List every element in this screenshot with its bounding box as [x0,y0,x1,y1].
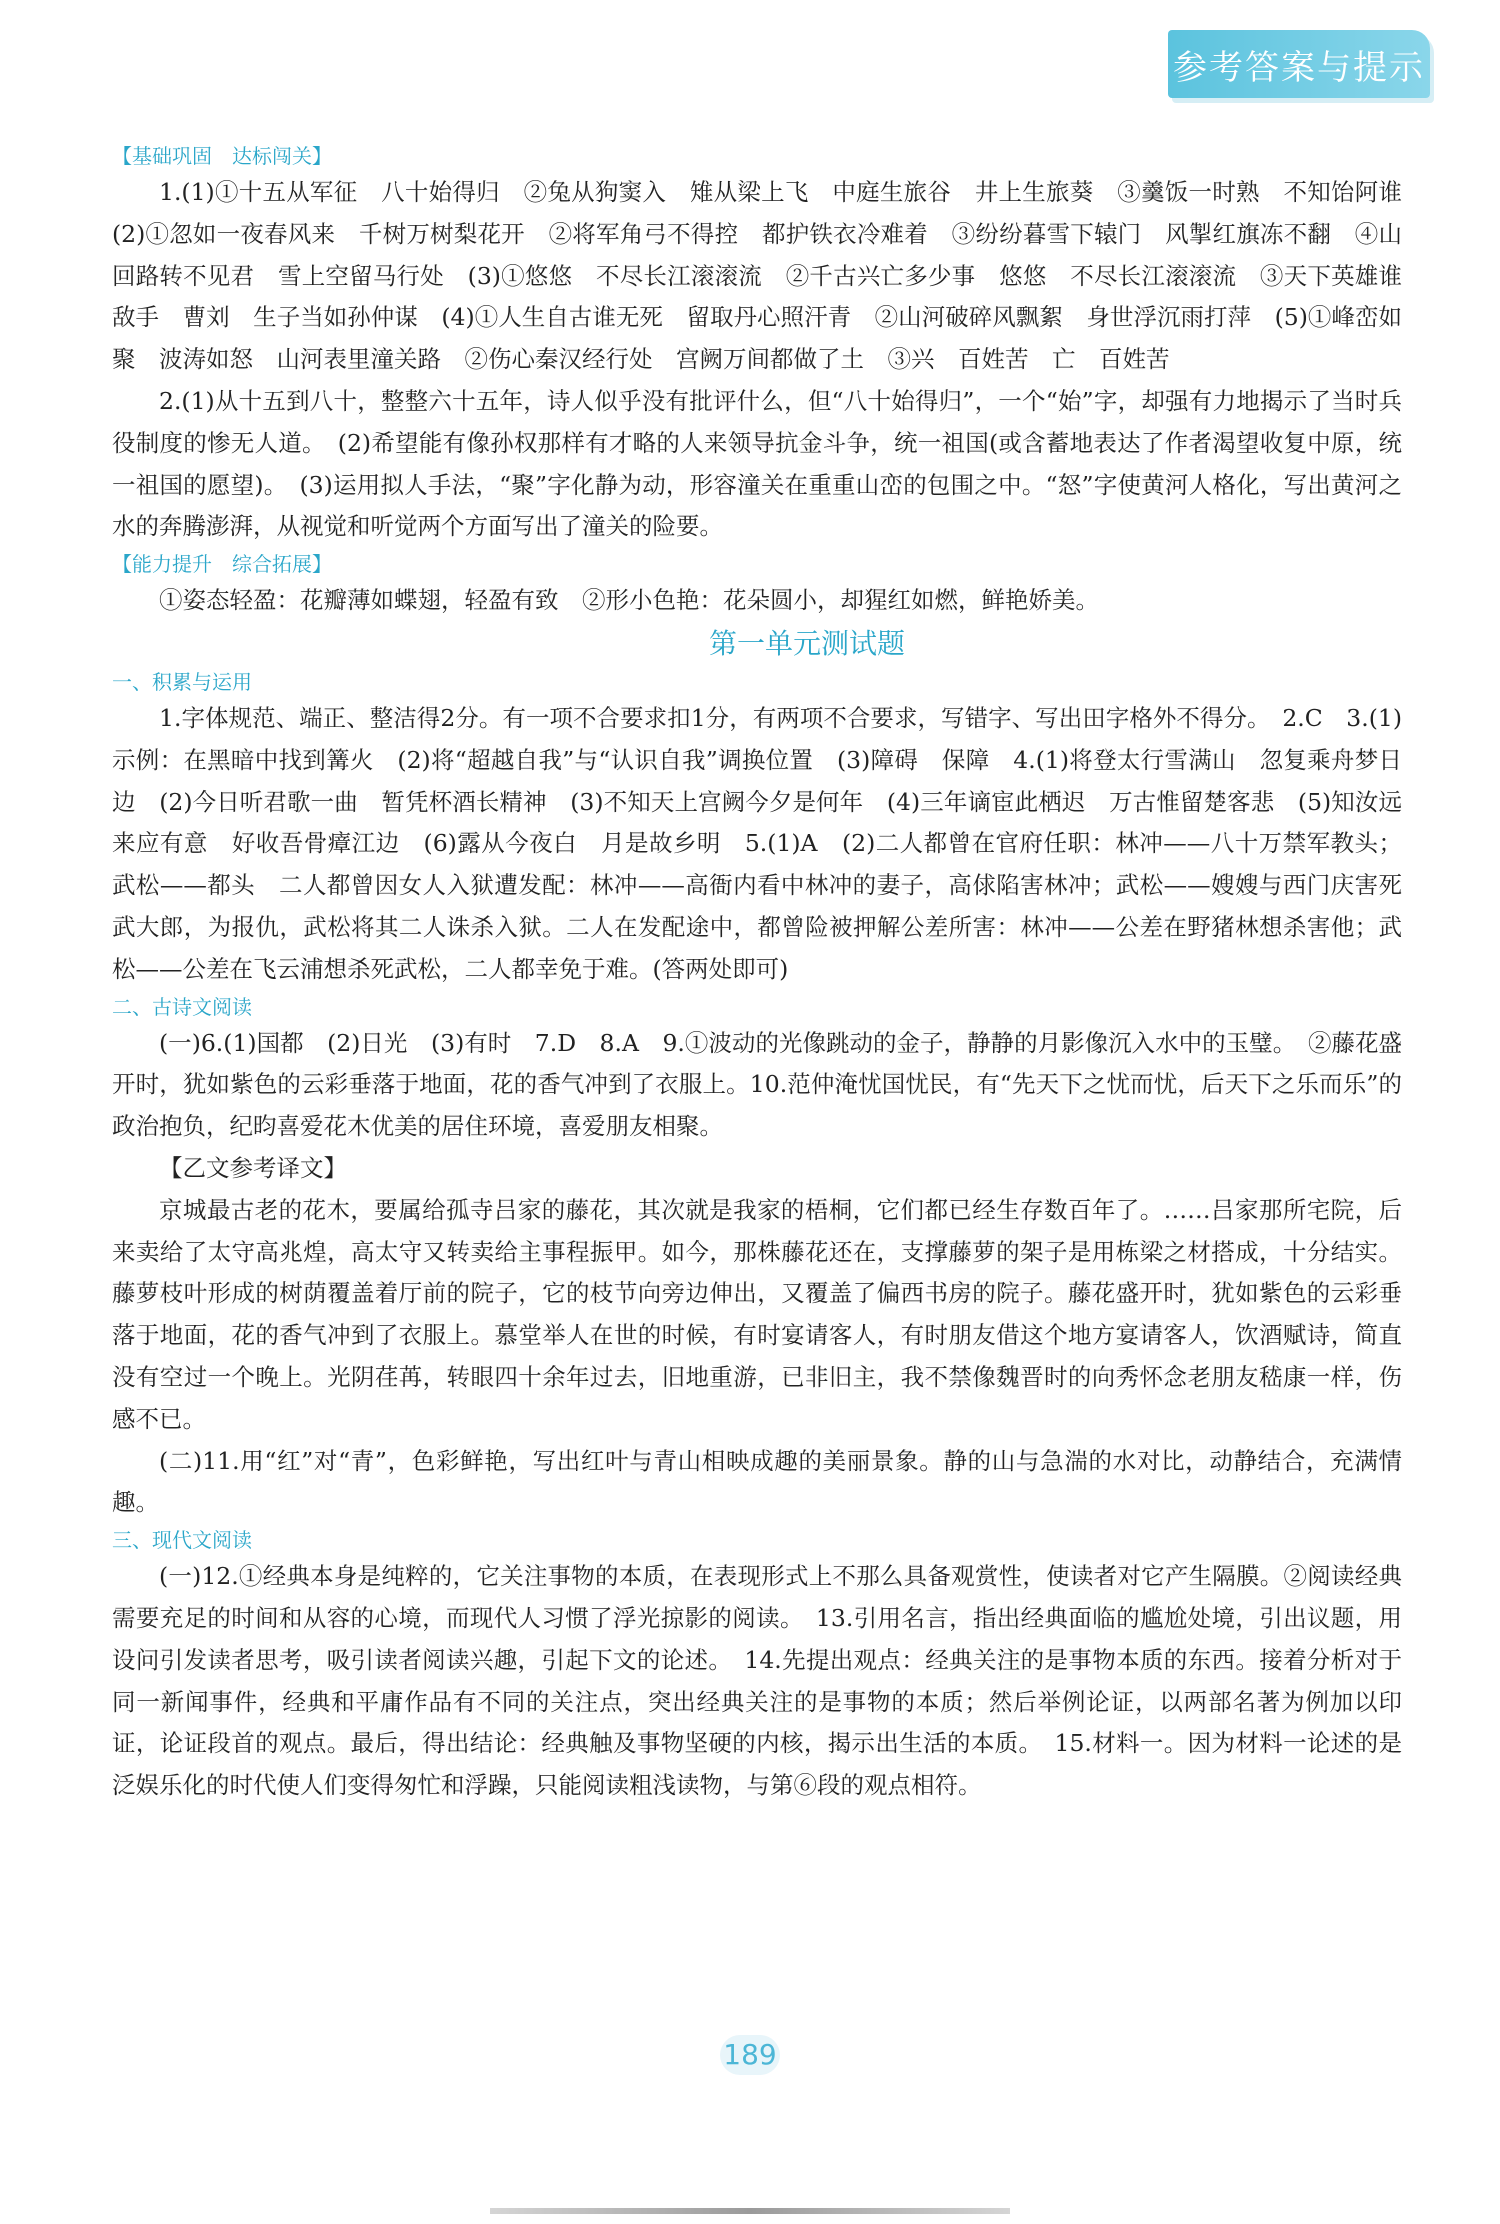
header-badge [1168,30,1430,98]
part2-label: 二、古诗文阅读 [112,994,252,1019]
unit-test-title: 第一单元测试题 [708,626,905,660]
part2-translation-heading: 【乙文参考译文】 [159,1153,347,1182]
part3-answers: (一)12.①经典本身是纯粹的，它关注事物的本质，在表现形式上不那么具备观赏性，使读者对它产生隔膜。②阅读经典需要充足的时间和从容的心境，而现代人习惯了浮光掠影的阅读。 13.引用名言，指出经典面临的尴尬处境，引出议题，用设问引发读者思考，吸引读者阅读兴趣，引起下文的论述。 14.先提出观点：经典关注的是事物本质的东西。接着分析对于同一新闻事件，经典和平庸作品有不同的关注点，突出经典关注的是事物的本质；然后举例论证，以两部名著为例加以印证，论证段首的观点。最后，得出结论：经典触及事物坚硬的内核，揭示出生活的本质。 15.材料一。因为材料一论述的是泛娱乐化的时代使人们变得匆忙和浮躁，只能阅读粗浅读物，与第⑥段的观点相符。 [112,1562,1402,1800]
part3-label: 三、现代文阅读 [112,1528,252,1553]
part2-answers-a: (一)6.(1)国都 (2)日光 (3)有时 7.D 8.A 9.①波动的光像跳动的金子，静静的月影像沉入水中的玉璧。 ②藤花盛开时，犹如紫色的云彩垂落于地面，花的香气冲到了衣服上。10.范仲淹忧国忧民，有“先天下之忧而忧，后天下之乐而乐”的政治抱负，纪昀喜爱花木优美的居住环境，喜爱朋友相聚。 [112,1028,1402,1141]
header-badge-text: 参考答案与提示 [1173,47,1425,88]
answer-advanced: ①姿态轻盈：花瓣薄如蝶翅，轻盈有致 ②形小色艳：花朵圆小，却猩红如燃，鲜艳娇美。 [159,586,1099,615]
footer-divider [490,2208,1010,2214]
part2-translation: 京城最古老的花木，要属给孤寺吕家的藤花，其次就是我家的梧桐，它们都已经生存数百年了。……吕家那所宅院，后来卖给了太守高兆煌，高太守又转卖给主事程振甲。如今，那株藤花还在，支撑藤萝的架子是用栋梁之材搭成，十分结实。藤萝枝叶形成的树荫覆盖着厅前的院子，它的枝节向旁边伸出，又覆盖了偏西书房的院子。藤花盛开时，犹如紫色的云彩垂落于地面，花的香气冲到了衣服上。慕堂举人在世的时候，有时宴请客人，有时朋友借这个地方宴请客人，饮酒赋诗，简直没有空过一个晚上。光阴荏苒，转眼四十余年过去，旧地重游，已非旧主，我不禁像魏晋时的向秀怀念老朋友嵇康一样，伤感不已。 [112,1195,1402,1433]
section-label-basic: 【基础巩固 达标闯关】 [112,144,332,168]
part1-label: 一、积累与运用 [112,669,252,694]
answer-q1: 1.(1)①十五从军征 八十始得归 ②兔从狗窦入 雉从梁上飞 中庭生旅谷 井上生旅葵 ③羹饭一时熟 不知饴阿谁 (2)①忽如一夜春风来 千树万树梨花开 ②将军角弓不得控 都护铁衣冷难着 ③纷纷暮雪下辕门 风掣红旗冻不翻 ④山回路转不见君 雪上空留马行处 (3)①悠悠 不尽长江滚滚流 ②千古兴亡多少事 悠悠 不尽长江滚滚流 ③天下英雄谁敌手 曹刘 生子当如孙仲谋 (4)①人生自古谁无死 留取丹心照汗青 ②山河破碎风飘絮 身世浮沉雨打萍 (5)①峰峦如聚 波涛如怒 山河表里潼关路 ②伤心秦汉经行处 宫阙万间都做了土 ③兴 百姓苦 亡 百姓苦 [112,178,1426,374]
answer-content [112,140,1426,1807]
answer-q2: 2.(1)从十五到八十，整整六十五年，诗人似乎没有批评什么，但“八十始得归”，一个“始”字，却强有力地揭示了当时兵役制度的惨无人道。 (2)希望能有像孙权那样有才略的人来领导抗金斗争，统一祖国(或含蓄地表达了作者渴望收复中原，统一祖国的愿望)。 (3)运用拟人手法，“聚”字化静为动，形容潼关在重重山峦的包围之中。“怒”字使黄河人格化，写出黄河之水的奔腾澎湃，从视觉和听觉两个方面写出了潼关的险要。 [112,386,1402,541]
part1-answers: 1.字体规范、端正、整洁得2分。有一项不合要求扣1分，有两项不合要求，写错字、写出田字格外不得分。 2.C 3.(1)示例：在黑暗中找到篝火 (2)将“超越自我”与“认识自我”调换位置 (3)障碍 保障 4.(1)将登太行雪满山 忽复乘舟梦日边 (2)今日听君歌一曲 暂凭杯酒长精神 (3)不知天上宫阙今夕是何年 (4)三年谪宦此栖迟 万古惟留楚客悲 (5)知汝远来应有意 好收吾骨瘴江边 (6)露从今夜白 月是故乡明 5.(1)A (2)二人都曾在官府任职：林冲——八十万禁军教头；武松——都头 二人都曾因女人入狱遭发配：林冲——高衙内看中林冲的妻子，高俅陷害林冲；武松——嫂嫂与西门庆害死武大郎，为报仇，武松将其二人诛杀入狱。二人在发配途中，都曾险被押解公差所害：林冲——公差在野猪林想杀害他；武松——公差在飞云浦想杀死武松，二人都幸免于难。(答两处即可) [112,703,1402,983]
part2-answers-b: (二)11.用“红”对“青”，色彩鲜艳，写出红叶与青山相映成趣的美丽景象。静的山与急湍的水对比，动静结合，充满情趣。 [112,1446,1402,1517]
section-label-advanced: 【能力提升 综合拓展】 [112,552,332,577]
page-number: 189 [720,2035,780,2075]
